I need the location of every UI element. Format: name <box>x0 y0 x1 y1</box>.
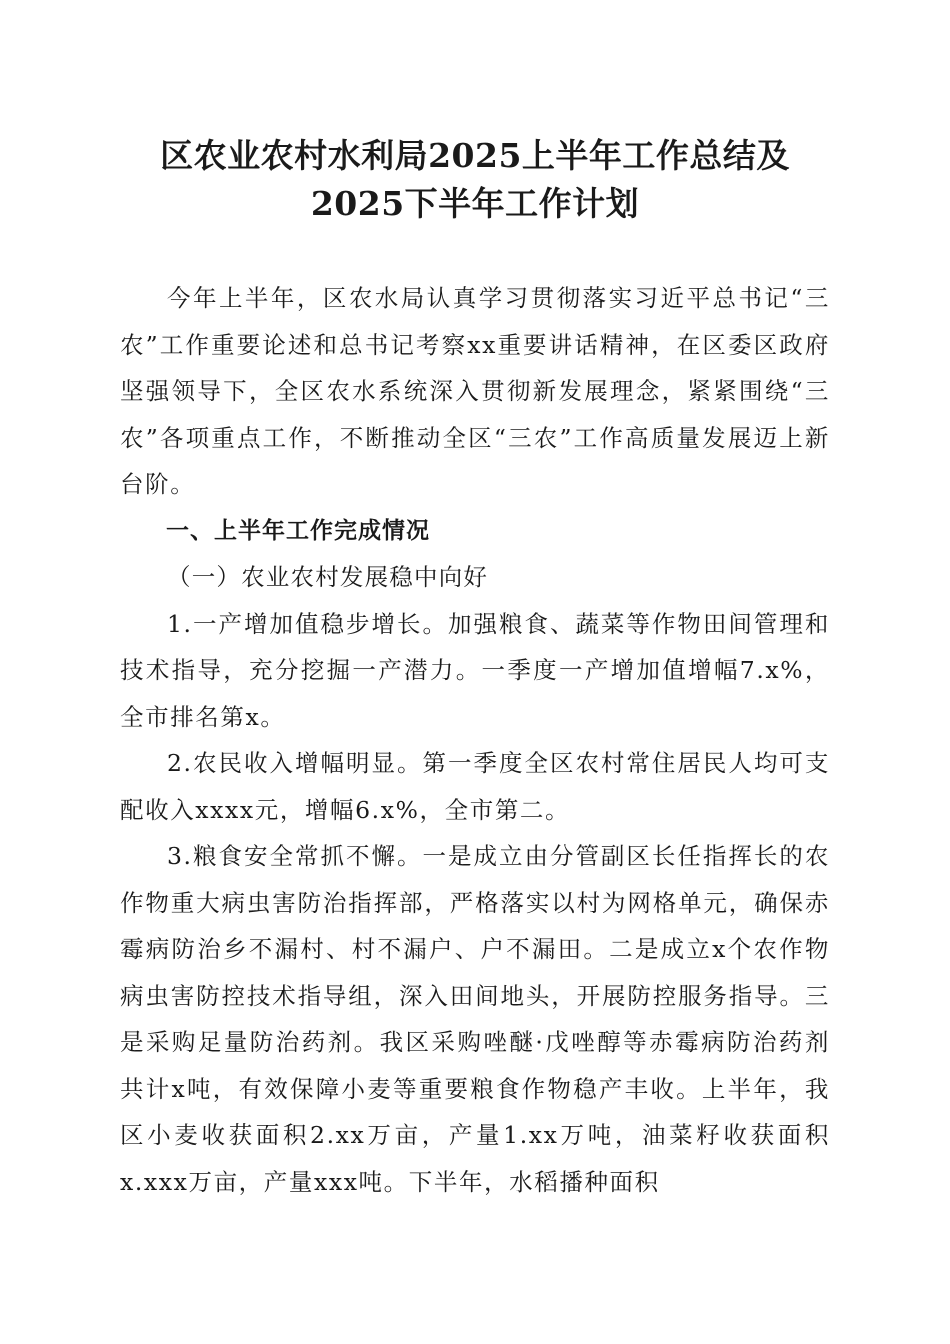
paragraph-item-2: 2.农民收入增幅明显。第一季度全区农村常住居民人均可支配收入xxxx元，增幅6.x%，全市第二。 <box>120 749 830 824</box>
document-title <box>100 132 850 228</box>
paragraph-item-1: 1.一产增加值稳步增长。加强粮食、蔬菜等作物田间管理和技术指导，充分挖掘一产潜力。一季度一产增加值增幅7.x%，全市排名第x。 <box>120 609 830 731</box>
subsection-heading-1: （一）农业农村发展稳中向好 <box>167 563 489 591</box>
section-heading-1: 一、上半年工作完成情况 <box>166 517 430 544</box>
title-line-1: 区农业农村水利局2025上半年工作总结及 <box>160 136 790 175</box>
document-body <box>120 275 830 1205</box>
title-line-2: 2025下半年工作计划 <box>310 184 640 223</box>
intro-paragraph: 今年上半年，区农水局认真学习贯彻落实习近平总书记“三农”工作重要论述和总书记考察xx重要讲话精神，在区委区政府坚强领导下，全区农水系统深入贯彻新发展理念，紧紧围绕“三农”各项重点工作，不断推动全区“三农”工作高质量发展迈上新台阶。 <box>120 284 830 498</box>
paragraph-item-3: 3.粮食安全常抓不懈。一是成立由分管副区长任指挥长的农作物重大病虫害防治指挥部，严格落实以村为网格单元，确保赤霉病防治乡不漏村、村不漏户、户不漏田。二是成立x个农作物病虫害防控技术指导组，深入田间地头，开展防控服务指导。三是采购足量防治药剂。我区采购唑醚·戊唑醇等赤霉病防治药剂共计x吨，有效保障小麦等重要粮食作物稳产丰收。上半年，我区小麦收获面积2.xx万亩，产量1.xx万吨，油菜籽收获面积x.xxx万亩，产量xxx吨。下半年，水稻播种面积 <box>120 842 830 1196</box>
